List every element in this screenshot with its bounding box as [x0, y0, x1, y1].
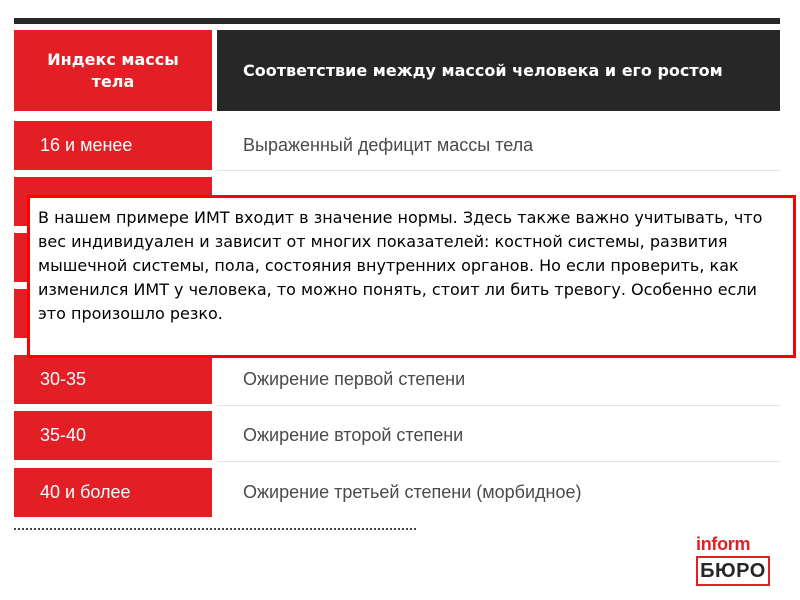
bmi-description: Выраженный дефицит массы тела: [243, 135, 534, 155]
header-correspondence-label: Соответствие между массой человека и его ростом: [243, 61, 723, 80]
row-divider: [217, 405, 780, 406]
bmi-description: Ожирение второй степени: [243, 425, 464, 445]
logo-inform: inform: [696, 534, 751, 554]
bmi-description: Ожирение первой степени: [243, 369, 466, 389]
explanation-text: В нашем примере ИМТ входит в значение нормы. Здесь также важно учитывать, что вес индивидуален и зависит от многих показателей: костной системы, развития мышечной системы, пола, состояния внутренних органов. Но если проверить, как изменился ИМТ у человека, то можно понять, стоит ли бить тревогу. Особенно если это произошло резко.: [38, 208, 763, 323]
dotted-divider: [14, 528, 416, 530]
bmi-description: Ожирение третьей степени (морбидное): [243, 482, 582, 502]
bmi-range-label: 35-40: [40, 425, 87, 445]
bmi-range-cell: [14, 121, 212, 170]
bmi-range-label: 30-35: [40, 369, 87, 389]
bmi-range-label: 16 и менее: [40, 135, 133, 155]
logo-buro: [696, 556, 770, 586]
logo-buro-label: БЮРО: [700, 559, 766, 582]
row-divider: [217, 170, 780, 171]
bmi-range-cell: [14, 355, 212, 404]
header-bmi-index: [14, 30, 212, 111]
header-bmi-index-label: Индекс массы тела: [47, 49, 179, 91]
bmi-range-label: 40 и более: [40, 482, 131, 502]
row-divider: [217, 461, 780, 462]
top-rule: [14, 18, 780, 24]
bmi-range-cell: [14, 411, 212, 460]
bmi-range-cell: [14, 468, 212, 517]
header-correspondence: [217, 30, 780, 111]
explanation-overlay: [27, 195, 796, 358]
